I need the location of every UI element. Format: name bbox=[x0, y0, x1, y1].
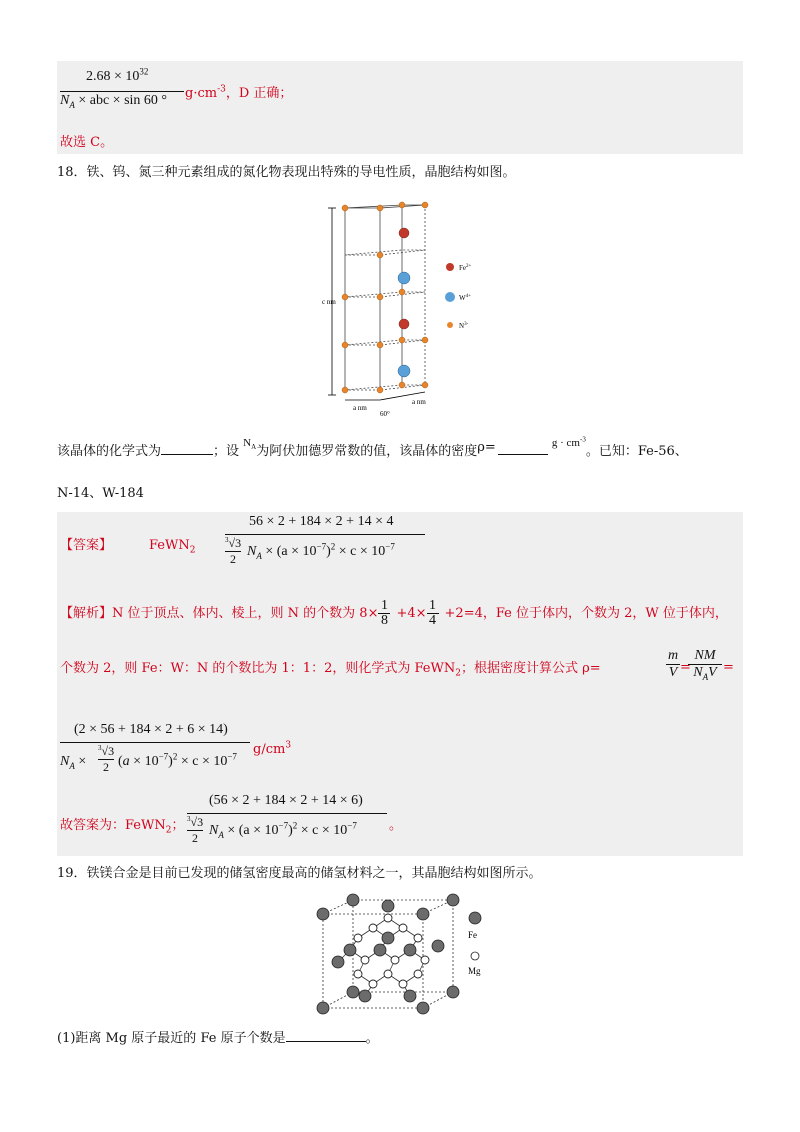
analysis-density-fraction bbox=[60, 722, 250, 782]
fraction-line bbox=[60, 91, 184, 92]
answer-tag: 【答案】 bbox=[60, 538, 113, 553]
n-atom bbox=[399, 202, 405, 208]
n-atom bbox=[342, 205, 348, 211]
legend-fe-label: $Fe^{2+}$ bbox=[459, 264, 472, 272]
n-atom bbox=[399, 382, 405, 388]
fe-count-blank[interactable] bbox=[286, 1041, 366, 1042]
analysis-numerator: (2 × 56 + 184 × 2 + 6 × 14) bbox=[74, 722, 228, 737]
q19-stem: 19．铁镁合金是目前已发现的储氢密度最高的储氢材料之一，其晶胞结构如图所示。 bbox=[57, 866, 542, 881]
mg-atom bbox=[414, 970, 422, 978]
n-atom bbox=[342, 342, 348, 348]
fe-atom bbox=[347, 986, 359, 998]
sqrt3-over-2: $^3$√3 2 bbox=[98, 744, 115, 774]
bottom-face bbox=[345, 385, 425, 390]
sqrt3-over-2: $^3$√3 2 bbox=[225, 536, 242, 566]
layer-plane bbox=[345, 340, 425, 345]
n-atom bbox=[377, 294, 383, 300]
prev-numerator: $2.68 \times 10^{32}$ bbox=[86, 66, 149, 84]
n-atom bbox=[399, 289, 405, 295]
legend-fe-marker bbox=[469, 912, 481, 924]
prev-solution-box bbox=[57, 61, 743, 154]
final-denominator: $N_A \times (a \times 10^{-7})^2 \times c \times 10^{-7}$ bbox=[209, 820, 357, 840]
nm-over-nav: NM $N_AV$ bbox=[688, 648, 722, 681]
n-atom bbox=[377, 387, 383, 393]
mg-atom bbox=[391, 956, 399, 964]
fe-atom bbox=[332, 956, 344, 968]
legend-w-label: $W^{4+}$ bbox=[459, 294, 471, 302]
legend-fe-label: Fe bbox=[468, 930, 477, 940]
w-atom bbox=[398, 272, 410, 284]
layer-plane bbox=[345, 292, 425, 297]
prev-density-fraction bbox=[60, 66, 184, 113]
answer-formula: FeWN$_2$ bbox=[149, 538, 196, 556]
mg-atom bbox=[354, 934, 362, 942]
top-face bbox=[345, 205, 425, 208]
prev-conclusion: $g\cdot cm^{-3}$，D 正确； bbox=[185, 84, 293, 101]
n-atom bbox=[422, 382, 428, 388]
fe-atom bbox=[417, 1002, 429, 1014]
final-numerator: (56 × 2 + 184 × 2 + 14 × 6) bbox=[209, 793, 363, 808]
n-atom bbox=[342, 387, 348, 393]
q18-question-line: 该晶体的化学式为 ；设 $^{N_A}$为阿伏加德罗常数的值，该晶体的密度ρ= $^{g \cdot cm^{-3}}$。已知：Fe-56、 bbox=[57, 435, 688, 459]
sqrt3-over-2: $^3$√3 2 bbox=[187, 815, 204, 845]
q19-sub-question-1: (1)距离 Mg 原子最近的 Fe 原子个数是 。 bbox=[57, 1031, 379, 1046]
mg-atom bbox=[369, 980, 377, 988]
fe-atom bbox=[317, 908, 329, 920]
fe-atom bbox=[404, 990, 416, 1002]
legend-n-marker bbox=[447, 322, 453, 328]
w-atom bbox=[398, 365, 410, 377]
prev-denominator: $N_A$ × abc × sin 60 ° bbox=[60, 93, 167, 110]
m-over-v: m V bbox=[667, 648, 679, 680]
fe-atom bbox=[374, 944, 386, 956]
fraction-line bbox=[225, 534, 425, 535]
formula-blank[interactable] bbox=[161, 454, 213, 455]
na-symbol: NA bbox=[243, 437, 257, 452]
legend-mg-marker bbox=[471, 952, 479, 960]
a-label-2: a nm bbox=[412, 398, 426, 406]
n-atom bbox=[377, 252, 383, 258]
legend-w-marker bbox=[445, 292, 455, 302]
fe-atom bbox=[404, 944, 416, 956]
mg-atom bbox=[354, 970, 362, 978]
analysis-denominator: $(a \times 10^{-7})^2 \times c \times 10^{-7}$ bbox=[118, 751, 237, 769]
fraction-line bbox=[187, 813, 387, 814]
mg-atom bbox=[384, 914, 392, 922]
fe-atom bbox=[399, 228, 409, 238]
equals-1: = bbox=[680, 660, 691, 675]
n-atom bbox=[422, 337, 428, 343]
mg-atom bbox=[414, 934, 422, 942]
n-atom bbox=[342, 294, 348, 300]
fe-atom bbox=[432, 940, 444, 952]
n-atom bbox=[377, 342, 383, 348]
mg-atom bbox=[421, 956, 429, 964]
legend-n-label: $N^{3-}$ bbox=[459, 322, 469, 330]
q18-given-masses: N-14、W-184 bbox=[57, 486, 144, 501]
answer-density-fraction bbox=[225, 514, 425, 576]
q18-crystal-structure-figure bbox=[320, 200, 490, 420]
q18-answer-box bbox=[57, 512, 743, 856]
equals-2: = bbox=[723, 660, 734, 675]
fe-atom bbox=[382, 900, 394, 912]
fraction-line bbox=[60, 742, 250, 743]
n-atom bbox=[422, 202, 428, 208]
fe-atom bbox=[317, 1002, 329, 1014]
mg-atom bbox=[399, 980, 407, 988]
n-atom bbox=[377, 205, 383, 211]
n-atom bbox=[399, 337, 405, 343]
mg-atom bbox=[399, 924, 407, 932]
c-label: c nm bbox=[322, 298, 336, 306]
answer-denominator: $N_A \times (a \times 10^{-7})^2 \times c \times 10^{-7}$ bbox=[247, 541, 395, 561]
q19-crystal-structure-figure bbox=[310, 888, 510, 1020]
angle-label: 60° bbox=[380, 410, 390, 418]
fe-atom bbox=[359, 990, 371, 1002]
final-answer-tag: 故答案为：FeWN$_2$； bbox=[60, 818, 185, 836]
density-unit: g · cm-3 bbox=[551, 435, 586, 449]
fe-atom bbox=[347, 894, 359, 906]
mg-atom bbox=[361, 956, 369, 964]
fe-atom bbox=[447, 894, 459, 906]
q18-stem: 18．铁、钨、氮三种元素组成的氮化物表现出特殊的导电性质，晶胞结构如图。 bbox=[57, 165, 516, 180]
density-blank[interactable] bbox=[498, 454, 548, 455]
fe-atom bbox=[399, 319, 409, 329]
fe-atom bbox=[417, 908, 429, 920]
legend-mg-label: Mg bbox=[468, 966, 481, 976]
legend-fe-marker bbox=[446, 263, 454, 271]
fe-atom bbox=[344, 944, 356, 956]
answer-numerator: 56 × 2 + 184 × 2 + 14 × 4 bbox=[249, 514, 394, 529]
prev-choice: 故选 C。 bbox=[60, 135, 114, 150]
mg-atom bbox=[384, 970, 392, 978]
analysis-na: $N_A$ × bbox=[60, 754, 87, 771]
mg-atom bbox=[369, 924, 377, 932]
final-period: 。 bbox=[389, 818, 403, 833]
fe-atom bbox=[382, 932, 394, 944]
analysis-unit: $g/cm^3$ bbox=[253, 740, 292, 757]
final-density-fraction bbox=[187, 793, 387, 853]
fe-atom bbox=[447, 986, 459, 998]
a-label-1: a nm bbox=[353, 404, 367, 412]
analysis-line-2: 个数为 2，则 Fe：W：N 的个数比为 1：1：2，则化学式为 FeWN$_2$；根据密度计算公式 ρ= bbox=[60, 661, 601, 679]
analysis-line-1: 【解析】N 位于顶点、体内、棱上，则 N 的个数为 8× $\frac{1}{8}$ +4× $\frac{1}{4}$ +2=4，Fe 位于体内，个数为 2，W 位于体内， bbox=[60, 598, 728, 628]
layer-plane bbox=[345, 250, 425, 255]
